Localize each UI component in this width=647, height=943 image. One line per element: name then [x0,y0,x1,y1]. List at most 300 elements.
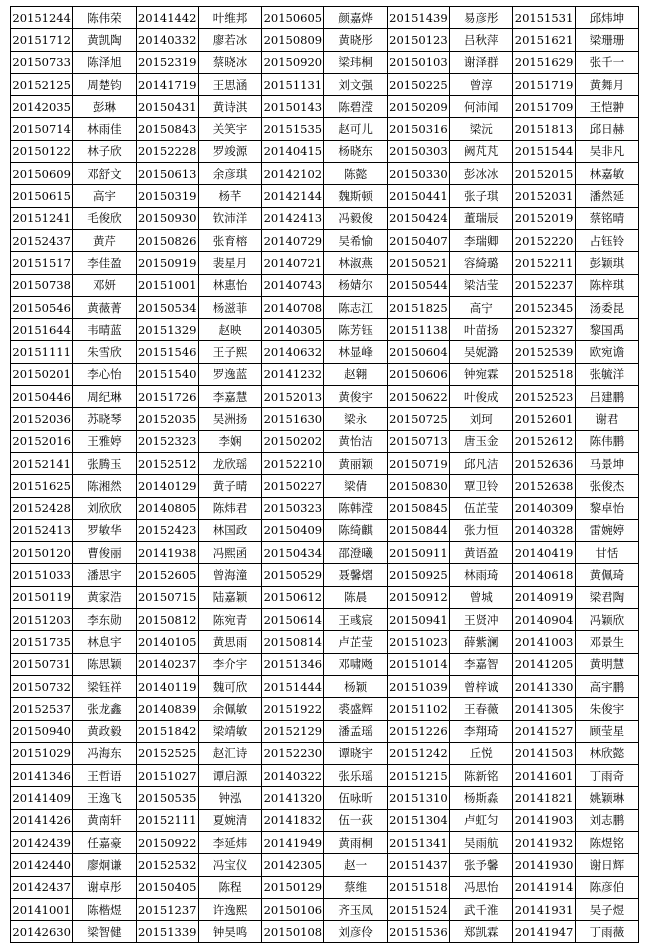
student-id-cell: 20140322 [262,765,324,787]
student-id-cell: 20141601 [513,765,575,787]
student-name-cell: 梁靖敏 [198,720,261,742]
student-name-cell: 林雨佳 [73,118,136,140]
student-id-cell: 20140904 [513,609,575,631]
student-name-cell: 谭晓宇 [324,742,387,764]
student-id-cell: 20140328 [513,519,575,541]
student-id-cell: 20151131 [262,73,324,95]
table-row [11,609,639,631]
student-id-cell: 20150731 [11,653,73,675]
student-id-cell: 20152125 [11,73,73,95]
student-name-cell: 高宇 [73,185,136,207]
student-name-cell: 杨斯淼 [450,787,513,809]
student-name-cell: 高宇鹏 [575,675,638,697]
student-id-cell: 20150441 [387,185,449,207]
student-id-cell: 20150812 [136,609,198,631]
student-id-cell: 20141903 [513,809,575,831]
student-name-cell: 陈晨 [324,586,387,608]
table-row [11,564,639,586]
table-row [11,363,639,385]
student-name-cell: 张俊杰 [575,475,638,497]
table-row [11,274,639,296]
student-id-cell: 20152539 [513,341,575,363]
table-row [11,118,639,140]
student-id-cell: 20152605 [136,564,198,586]
student-id-cell: 20150940 [11,720,73,742]
student-id-cell: 20141003 [513,631,575,653]
student-name-cell: 吴非凡 [575,140,638,162]
student-name-cell: 高宁 [450,296,513,318]
table-row [11,296,639,318]
student-name-cell: 李嘉慧 [198,386,261,408]
student-id-cell: 20150225 [387,73,449,95]
student-id-cell: 20152601 [513,408,575,430]
student-name-cell: 黄南轩 [73,809,136,831]
table-row [11,519,639,541]
student-name-cell: 陈彦伯 [575,876,638,898]
student-id-cell: 20150919 [136,252,198,274]
student-id-cell: 20150227 [262,475,324,497]
student-id-cell: 20151531 [513,7,575,29]
student-id-cell: 20142144 [262,185,324,207]
student-name-cell: 丁雨奇 [575,765,638,787]
student-id-cell: 20150409 [262,519,324,541]
table-row [11,809,639,831]
student-name-cell: 李东勋 [73,609,136,631]
table-row [11,586,639,608]
student-name-cell: 邓景生 [575,631,638,653]
student-id-cell: 20151630 [262,408,324,430]
student-id-cell: 20150830 [387,475,449,497]
student-id-cell: 20141932 [513,831,575,853]
student-id-cell: 20150106 [262,898,324,920]
student-name-cell: 余彦琪 [198,163,261,185]
student-name-cell: 杨婧尔 [324,274,387,296]
student-name-cell: 周楚钧 [73,73,136,95]
table-row [11,675,639,697]
student-id-cell: 20152141 [11,452,73,474]
student-name-cell: 叶维邦 [198,7,261,29]
student-id-cell: 20141931 [513,898,575,920]
student-id-cell: 20141232 [262,363,324,385]
student-name-cell: 叶俊成 [450,386,513,408]
student-name-cell: 叶苗扬 [450,319,513,341]
student-id-cell: 20141001 [11,898,73,920]
student-id-cell: 20151138 [387,319,449,341]
student-id-cell: 20141503 [513,742,575,764]
student-id-cell: 20152210 [262,452,324,474]
student-id-cell: 20150912 [387,586,449,608]
student-name-cell: 林淑燕 [324,252,387,274]
student-name-cell: 董瑞辰 [450,207,513,229]
student-name-cell: 张乐瑶 [324,765,387,787]
student-name-cell: 罗竣源 [198,140,261,162]
table-row [11,898,639,920]
table-row [11,765,639,787]
student-name-cell: 黎国禹 [575,319,638,341]
table-row [11,408,639,430]
student-name-cell: 林欣懿 [575,742,638,764]
student-name-cell: 黄怡洁 [324,430,387,452]
student-name-cell: 林惠怡 [198,274,261,296]
student-id-cell: 20150713 [387,430,449,452]
student-id-cell: 20150826 [136,229,198,251]
student-id-cell: 20151709 [513,96,575,118]
student-id-cell: 20152015 [513,163,575,185]
student-id-cell: 20152525 [136,742,198,764]
student-name-cell: 邓妍 [73,274,136,296]
student-id-cell: 20150738 [11,274,73,296]
student-name-cell: 王思涵 [198,73,261,95]
table-row [11,452,639,474]
student-id-cell: 20151922 [262,698,324,720]
student-name-cell: 陈梓琪 [575,274,638,296]
student-name-cell: 赵翱 [324,363,387,385]
table-row [11,185,639,207]
student-id-cell: 20151536 [387,921,449,943]
student-id-cell: 20150122 [11,140,73,162]
student-name-cell: 朱俊宇 [575,698,638,720]
student-name-cell: 陈芳钰 [324,319,387,341]
student-id-cell: 20150922 [136,831,198,853]
student-id-cell: 20151014 [387,653,449,675]
student-id-cell: 20141305 [513,698,575,720]
student-id-cell: 20150446 [11,386,73,408]
student-id-cell: 20140415 [262,140,324,162]
table-row [11,51,639,73]
table-row [11,7,639,29]
student-name-cell: 林息宇 [73,631,136,653]
student-name-cell: 伍芷莹 [450,497,513,519]
student-name-cell: 李介宇 [198,653,261,675]
table-row [11,876,639,898]
student-id-cell: 20150431 [136,96,198,118]
student-id-cell: 20140309 [513,497,575,519]
student-id-cell: 20142630 [11,921,73,943]
student-id-cell: 20150925 [387,564,449,586]
student-name-cell: 邵澄曦 [324,542,387,564]
student-name-cell: 罗敏华 [73,519,136,541]
student-name-cell: 陈煜铭 [575,831,638,853]
student-name-cell: 曹俊丽 [73,542,136,564]
student-name-cell: 冯毅俊 [324,207,387,229]
student-id-cell: 20151439 [387,7,449,29]
student-id-cell: 20150844 [387,519,449,541]
student-id-cell: 20150405 [136,876,198,898]
student-id-cell: 20140743 [262,274,324,296]
student-id-cell: 20150424 [387,207,449,229]
student-id-cell: 20150535 [136,787,198,809]
student-name-cell: 卢芷莹 [324,631,387,653]
student-id-cell: 20150920 [262,51,324,73]
student-name-cell: 吴妮潞 [450,341,513,363]
student-name-cell: 黄政毅 [73,720,136,742]
student-name-cell: 陈新铭 [450,765,513,787]
student-name-cell: 容綺璐 [450,252,513,274]
student-id-cell: 20141330 [513,675,575,697]
student-id-cell: 20150622 [387,386,449,408]
table-row [11,698,639,720]
student-name-cell: 黄子晴 [198,475,261,497]
student-name-cell: 李佳盈 [73,252,136,274]
student-name-cell: 蔡晓冰 [198,51,261,73]
student-id-cell: 20141938 [136,542,198,564]
student-id-cell: 20151719 [513,73,575,95]
student-id-cell: 20151712 [11,29,73,51]
student-id-cell: 20150719 [387,452,449,474]
student-name-cell: 邓啸飏 [324,653,387,675]
student-name-cell: 王恺翀 [575,96,638,118]
student-name-cell: 李延炜 [198,831,261,853]
student-name-cell: 谢君 [575,408,638,430]
student-id-cell: 20151039 [387,675,449,697]
student-id-cell: 20150319 [136,185,198,207]
student-id-cell: 20141442 [136,7,198,29]
student-id-cell: 20150129 [262,876,324,898]
student-name-cell: 吕建鹏 [575,386,638,408]
student-name-cell: 罗逸蓝 [198,363,261,385]
student-name-cell: 黄凯陶 [73,29,136,51]
student-name-cell: 梁君陶 [575,586,638,608]
student-name-cell: 王逸飞 [73,787,136,809]
roster-body [11,7,639,943]
student-name-cell: 阙芃芃 [450,140,513,162]
student-name-cell: 雷婉婷 [575,519,638,541]
student-name-cell: 梁沅 [450,118,513,140]
student-id-cell: 20151346 [262,653,324,675]
student-name-cell: 魏斯顿 [324,185,387,207]
student-name-cell: 陈伟荣 [73,7,136,29]
student-id-cell: 20142440 [11,854,73,876]
student-id-cell: 20150941 [387,609,449,631]
student-id-cell: 20152423 [136,519,198,541]
student-name-cell: 丁雨薇 [575,921,638,943]
student-name-cell: 陈湘然 [73,475,136,497]
student-id-cell: 20151444 [262,675,324,697]
table-row [11,854,639,876]
student-id-cell: 20152523 [513,386,575,408]
student-name-cell: 邱炜坤 [575,7,638,29]
student-id-cell: 20141947 [513,921,575,943]
student-id-cell: 20151813 [513,118,575,140]
table-row [11,140,639,162]
student-name-cell: 裴星月 [198,252,261,274]
student-name-cell: 冯思怡 [450,876,513,898]
student-name-cell: 黄语盈 [450,542,513,564]
student-name-cell: 彭冰冰 [450,163,513,185]
student-id-cell: 20150714 [11,118,73,140]
student-id-cell: 20150316 [387,118,449,140]
student-name-cell: 张千一 [575,51,638,73]
student-id-cell: 20150911 [387,542,449,564]
student-id-cell: 20150330 [387,163,449,185]
student-id-cell: 20151437 [387,854,449,876]
student-name-cell: 任嘉豪 [73,831,136,853]
student-name-cell: 齐玉凤 [324,898,387,920]
student-name-cell: 陈思颖 [73,653,136,675]
student-id-cell: 20140305 [262,319,324,341]
student-name-cell: 邓舒文 [73,163,136,185]
student-id-cell: 20140119 [136,675,198,697]
student-id-cell: 20150143 [262,96,324,118]
student-name-cell: 谢泽群 [450,51,513,73]
student-id-cell: 20150715 [136,586,198,608]
student-name-cell: 林雨琦 [450,564,513,586]
table-row [11,430,639,452]
student-name-cell: 冯颖欣 [575,609,638,631]
student-id-cell: 20151726 [136,386,198,408]
student-name-cell: 王哲语 [73,765,136,787]
student-name-cell: 林显峰 [324,341,387,363]
student-id-cell: 20152220 [513,229,575,251]
student-id-cell: 20150604 [387,341,449,363]
student-id-cell: 20150613 [136,163,198,185]
student-id-cell: 20151518 [387,876,449,898]
student-name-cell: 邱凡洁 [450,452,513,474]
student-id-cell: 20141719 [136,73,198,95]
student-name-cell: 潘思宇 [73,564,136,586]
student-id-cell: 20151242 [387,742,449,764]
student-id-cell: 20152319 [136,51,198,73]
student-name-cell: 赵汇诗 [198,742,261,764]
student-name-cell: 谭启源 [198,765,261,787]
student-id-cell: 20151735 [11,631,73,653]
student-name-cell: 吕秋萍 [450,29,513,51]
student-id-cell: 20152228 [136,140,198,162]
roster-sheet [10,6,639,943]
student-name-cell: 毛俊欣 [73,207,136,229]
student-id-cell: 20151310 [387,787,449,809]
student-name-cell: 余佩敏 [198,698,261,720]
student-id-cell: 20150546 [11,296,73,318]
student-name-cell: 刘欣欣 [73,497,136,519]
table-row [11,341,639,363]
student-id-cell: 20151111 [11,341,73,363]
student-name-cell: 张予馨 [450,854,513,876]
student-name-cell: 郑凯霖 [450,921,513,943]
student-name-cell: 黄雨桐 [324,831,387,853]
student-name-cell: 陈碧滢 [324,96,387,118]
student-name-cell: 王彧宸 [324,609,387,631]
student-id-cell: 20150725 [387,408,449,430]
student-name-cell: 黄佩琦 [575,564,638,586]
student-id-cell: 20150930 [136,207,198,229]
table-row [11,631,639,653]
student-id-cell: 20151524 [387,898,449,920]
student-id-cell: 20141205 [513,653,575,675]
student-name-cell: 黄俊宇 [324,386,387,408]
student-name-cell: 杨晓东 [324,140,387,162]
student-name-cell: 王雅婷 [73,430,136,452]
student-id-cell: 20152345 [513,296,575,318]
student-id-cell: 20150843 [136,118,198,140]
student-name-cell: 李嘉智 [450,653,513,675]
student-name-cell: 刘志鹏 [575,809,638,831]
student-name-cell: 蔡维 [324,876,387,898]
student-name-cell: 夏婉清 [198,809,261,831]
student-id-cell: 20150733 [11,51,73,73]
student-id-cell: 20141409 [11,787,73,809]
student-name-cell: 张龙鑫 [73,698,136,720]
student-id-cell: 20142413 [262,207,324,229]
student-name-cell: 吴希愉 [324,229,387,251]
student-name-cell: 黄舞月 [575,73,638,95]
student-name-cell: 陈程 [198,876,261,898]
student-id-cell: 20141949 [262,831,324,853]
student-name-cell: 谢日辉 [575,854,638,876]
student-id-cell: 20152129 [262,720,324,742]
student-id-cell: 20151341 [387,831,449,853]
student-name-cell: 彭颖琪 [575,252,638,274]
student-name-cell: 伍咏昕 [324,787,387,809]
student-id-cell: 20150202 [262,430,324,452]
table-row [11,542,639,564]
student-id-cell: 20141320 [262,787,324,809]
student-id-cell: 20140419 [513,542,575,564]
student-id-cell: 20152636 [513,452,575,474]
student-id-cell: 20151244 [11,7,73,29]
student-name-cell: 武千淮 [450,898,513,920]
student-id-cell: 20152111 [136,809,198,831]
student-name-cell: 杨滋菲 [198,296,261,318]
student-id-cell: 20152013 [262,386,324,408]
student-id-cell: 20152211 [513,252,575,274]
student-id-cell: 20140632 [262,341,324,363]
student-name-cell: 冯海东 [73,742,136,764]
student-id-cell: 20150407 [387,229,449,251]
student-id-cell: 20140105 [136,631,198,653]
student-id-cell: 20151825 [387,296,449,318]
student-id-cell: 20152537 [11,698,73,720]
student-name-cell: 韦晴蓝 [73,319,136,341]
student-id-cell: 20152016 [11,430,73,452]
student-name-cell: 陈绮麒 [324,519,387,541]
student-id-cell: 20141426 [11,809,73,831]
table-row [11,921,639,943]
student-name-cell: 李心怡 [73,363,136,385]
student-id-cell: 20151517 [11,252,73,274]
table-row [11,787,639,809]
student-id-cell: 20150120 [11,542,73,564]
student-id-cell: 20152512 [136,452,198,474]
student-name-cell: 裘盛辉 [324,698,387,720]
table-row [11,319,639,341]
student-name-cell: 廖若冰 [198,29,261,51]
student-name-cell: 曾海潼 [198,564,261,586]
student-id-cell: 20152428 [11,497,73,519]
student-name-cell: 姚颖琳 [575,787,638,809]
student-name-cell: 张育榕 [198,229,261,251]
student-name-cell: 李瑞卿 [450,229,513,251]
student-id-cell: 20151540 [136,363,198,385]
table-row [11,497,639,519]
student-id-cell: 20141914 [513,876,575,898]
student-id-cell: 20150323 [262,497,324,519]
student-name-cell: 赵映 [198,319,261,341]
student-id-cell: 20140919 [513,586,575,608]
table-row [11,163,639,185]
student-id-cell: 20150201 [11,363,73,385]
student-name-cell: 梁珊珊 [575,29,638,51]
student-name-cell: 赵可儿 [324,118,387,140]
student-id-cell: 20152437 [11,229,73,251]
student-id-cell: 20150209 [387,96,449,118]
student-id-cell: 20152036 [11,408,73,430]
student-name-cell: 杨芊 [198,185,261,207]
student-name-cell: 魏可欣 [198,675,261,697]
student-name-cell: 王春薇 [450,698,513,720]
table-row [11,720,639,742]
table-row [11,229,639,251]
